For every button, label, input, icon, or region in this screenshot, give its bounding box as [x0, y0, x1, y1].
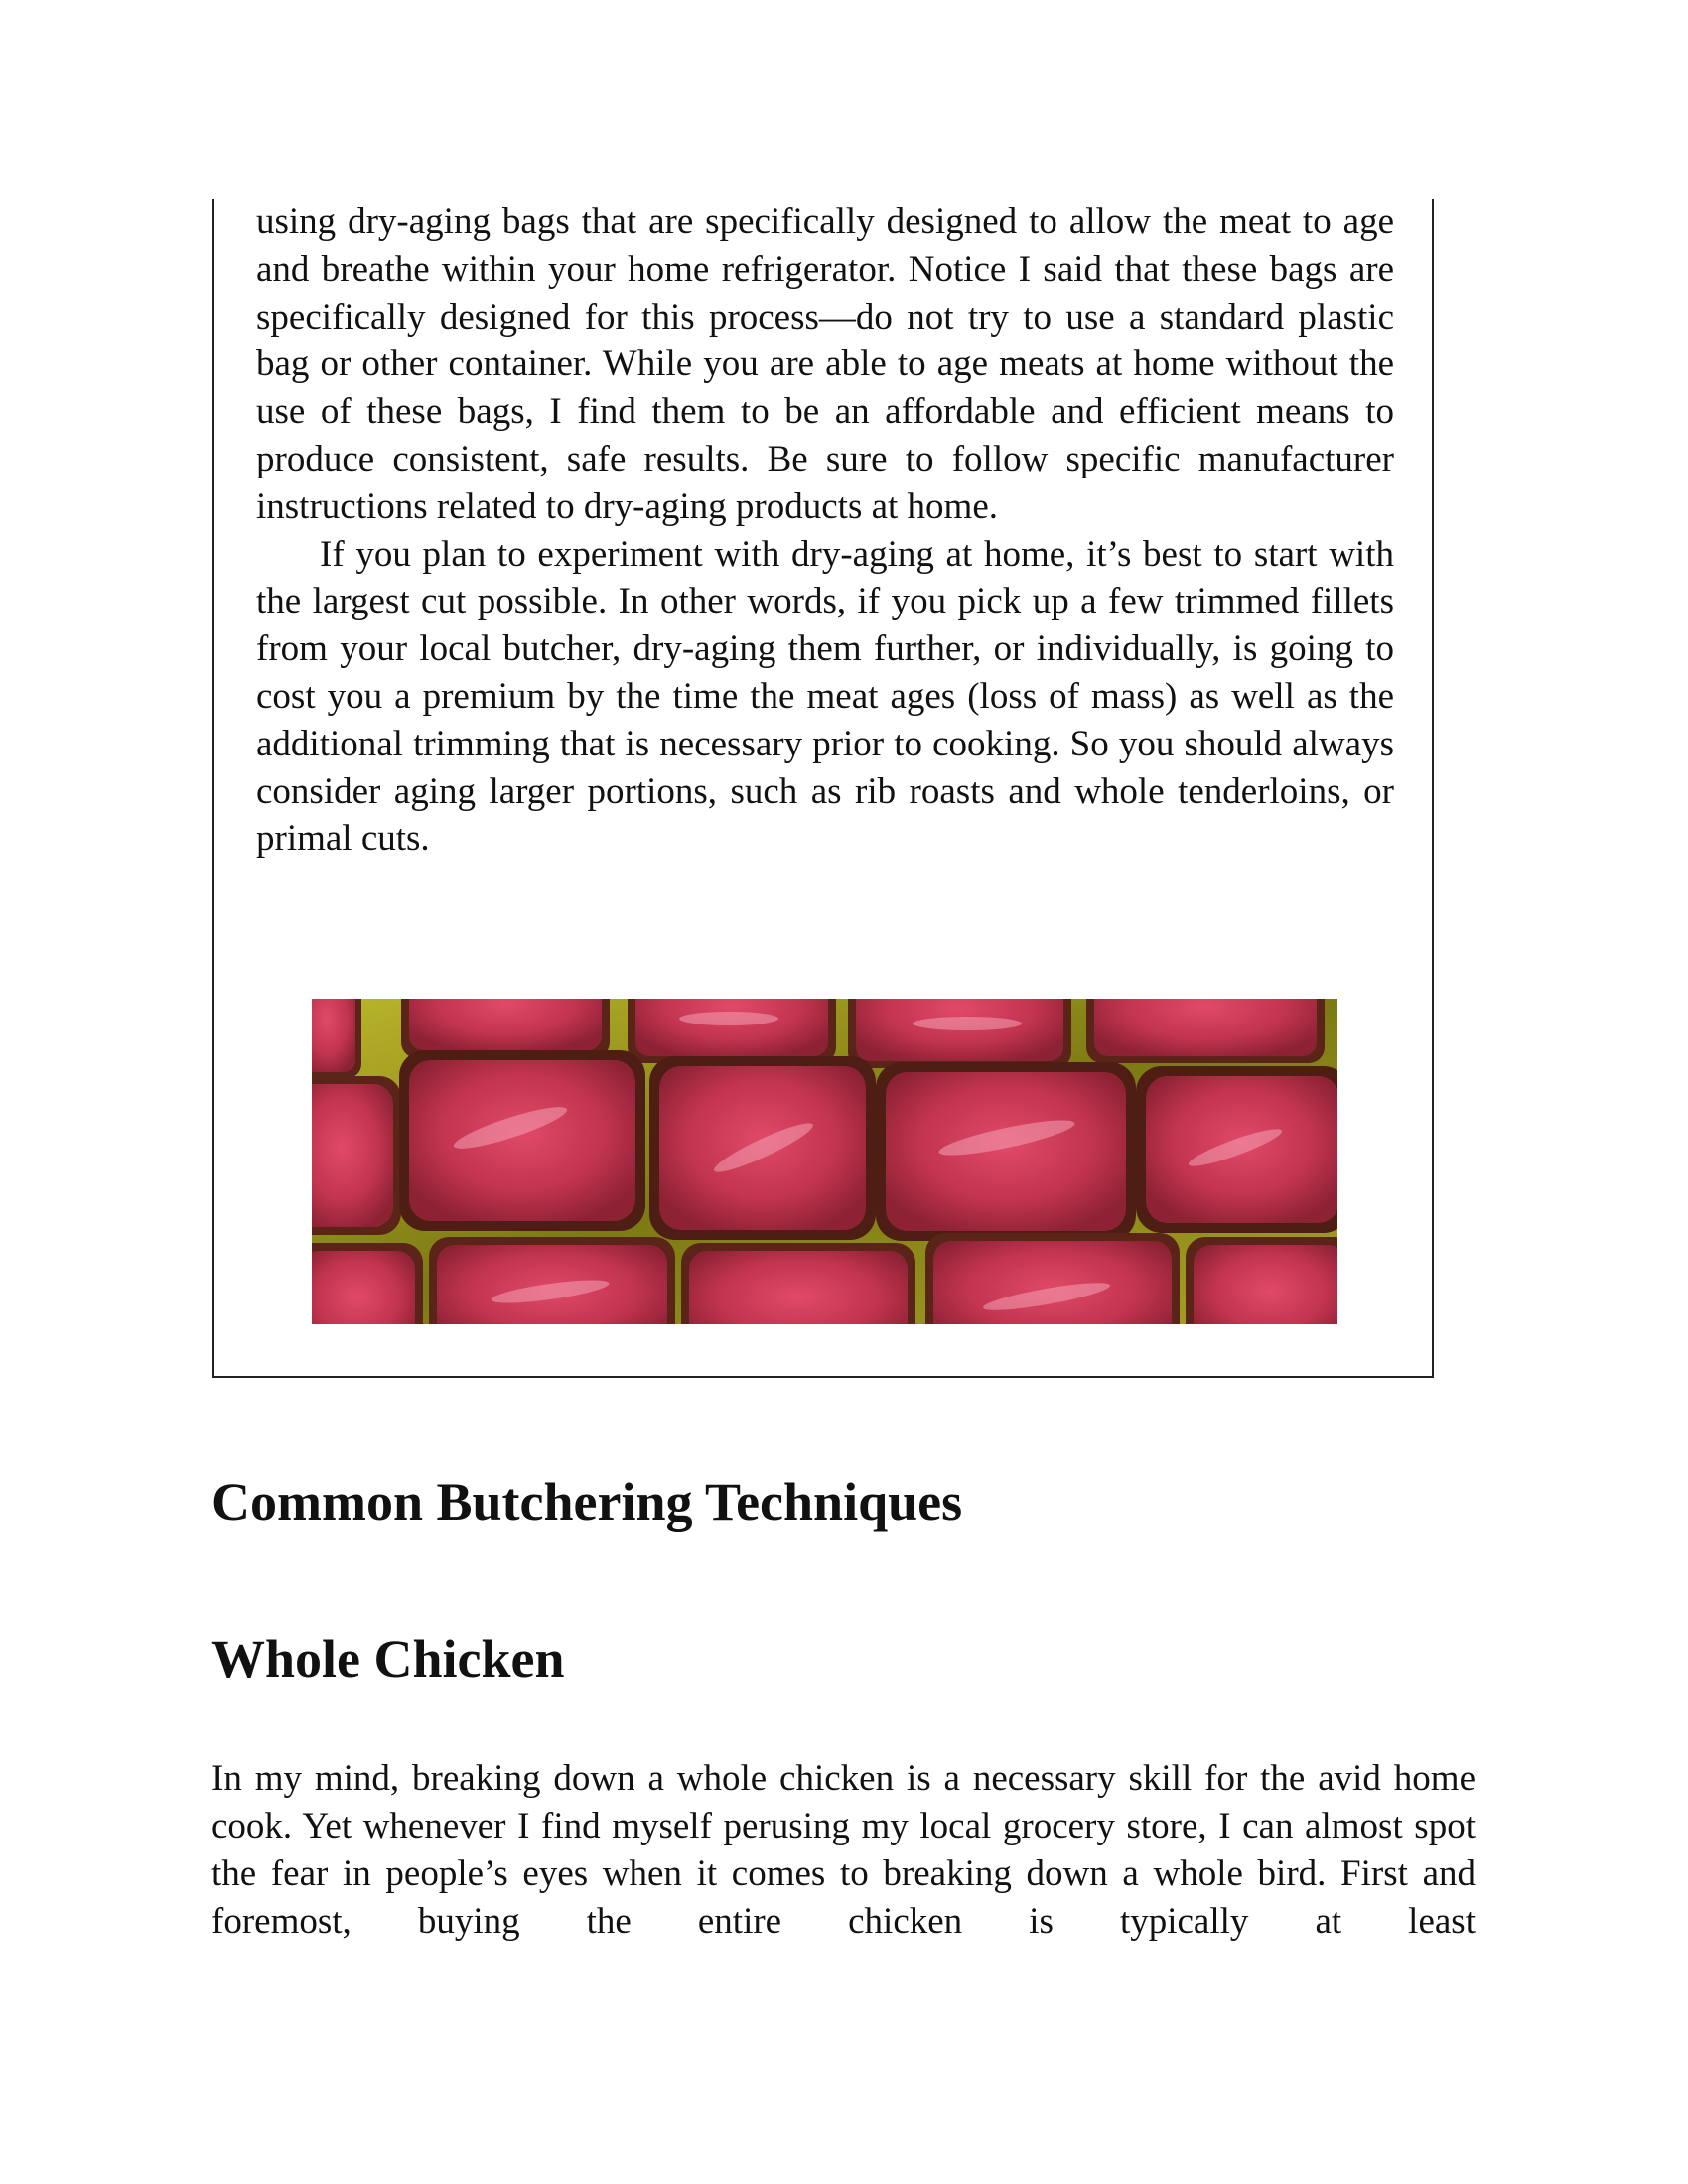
body-paragraph: In my mind, breaking down a whole chicken is a necessary skill for the avid home cook. Yet whenever I find myself perusing my local grocery store, I can almost spot the fear in people’s eyes when it comes to breaking down a whole bird. First and foremost, buying the entire chicken is typically at least	[211, 1758, 1476, 1942]
sidebar-paragraph-2: If you plan to experiment with dry-aging at home, it’s best to start with the largest cut possible. In other words, if you pick up a few trimmed fillets from your local butcher, dry-aging them further, or individually, is going to cost you a premium by the time the meat ages (loss of mass) as well as the additional trimming that is necessary prior to cooking. So you should always consider aging larger portions, such as rib roasts and whole tenderloins, or primal cuts.	[256, 533, 1394, 860]
sidebar-box	[212, 199, 1434, 1378]
sidebar-text	[256, 199, 1394, 863]
steak-photo	[312, 999, 1337, 1324]
section-title: Common Butchering Techniques	[211, 1472, 963, 1532]
sidebar-paragraph-1: using dry-aging bags that are specifically designed to allow the meat to age and breathe within your home refrigerator. Notice I said that these bags are specifically designed for this process—do not try to use a standard plastic bag or other container. While you are able to age meats at home without the use of these bags, I find them to be an affordable and efficient means to produce consistent, safe results. Be sure to follow specific manufacturer instructions related to dry-aging products at home.	[256, 202, 1394, 527]
section-subtitle: Whole Chicken	[211, 1629, 565, 1689]
steak-photo-illustration	[312, 999, 1337, 1324]
